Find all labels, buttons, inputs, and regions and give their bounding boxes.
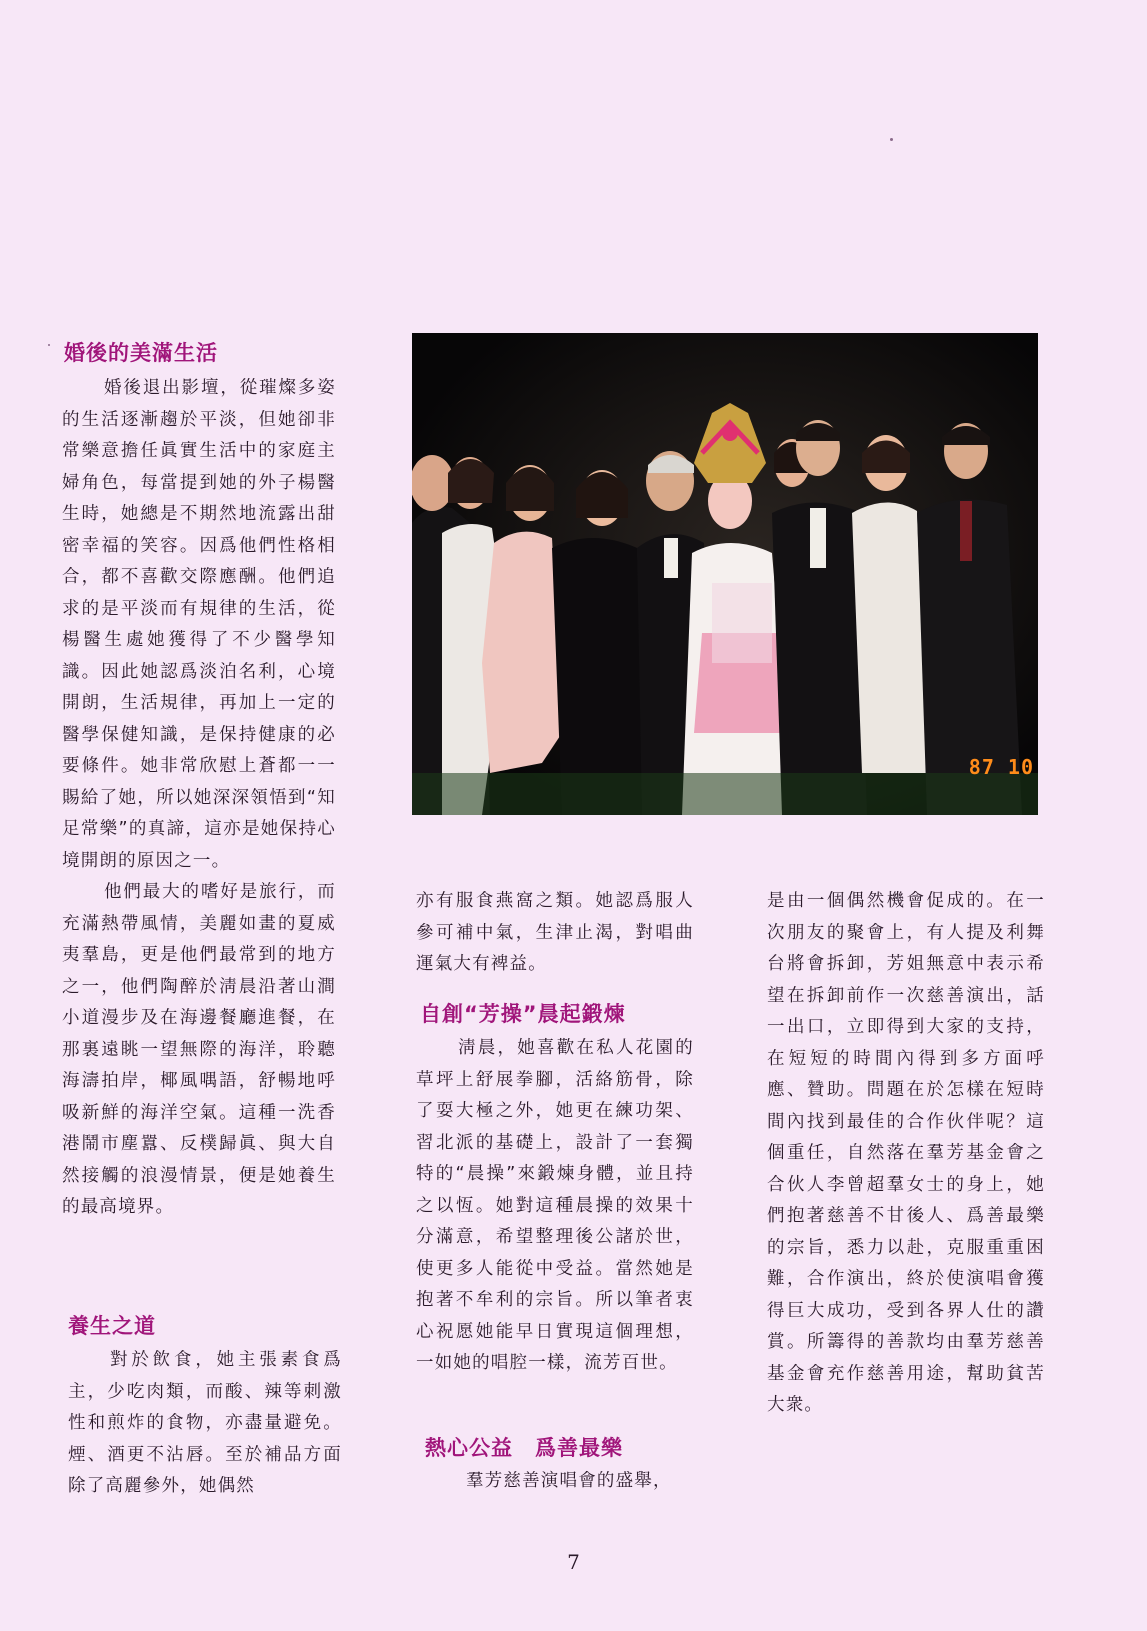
- column-1-lower: [68, 1345, 342, 1503]
- paper-speck: [890, 138, 893, 141]
- column-1: [62, 373, 336, 1224]
- page-number: 7: [567, 1550, 580, 1574]
- heading-morning-exercise: 自創“芳操”晨起鍛煉: [420, 1002, 626, 1026]
- heading-married-life: 婚後的美滿生活: [64, 341, 218, 365]
- column-2-middle: [416, 1033, 694, 1380]
- group-photo: [412, 333, 1038, 815]
- column-2-lower: [466, 1466, 706, 1498]
- paragraph-ginseng: 亦有服食燕窩之類。她認爲服人參可補中氣，生津止渴，對唱曲運氣大有裨益。: [416, 891, 694, 974]
- paragraph-married-life: 婚後退出影壇，從璀燦多姿的生活逐漸趨於平淡，但她卻非常樂意擔任眞實生活中的家庭主婦角色，每當提到她的外子楊醫生時，她總是不期然地流露出甜密幸福的笑容。因爲他們性格相合，都不喜歡交際應酬。他們追求的是平淡而有規律的生活，從楊醫生處她獲得了不少醫學知識。因此她認爲淡泊名利，心境開朗，生活規律，再加上一定的醫學保健知識，是保持健康的必要條件。她非常欣慰上蒼都一一賜給了她，所以她深深領悟到“知足常樂”的真諦，這亦是她保持心境開朗的原因之一。: [62, 378, 336, 871]
- heading-charity: 熱心公益 爲善最樂: [425, 1436, 623, 1460]
- column-2: [416, 886, 694, 981]
- paragraph-travel: 他們最大的嗜好是旅行，而充滿熱帶風情，美麗如畫的夏威夷羣島，更是他們最常到的地方之一，他們陶醉於淸晨沿著山澗小道漫步及在海邊餐廳進餐，在那裏遠眺一望無際的海洋，聆聽海濤拍岸，椰風喁語，舒暢地呼吸新鮮的海洋空氣。這種一洗香港鬧市塵囂、反樸歸眞、與大自然接觸的浪漫情景，便是她養生的最高境界。: [62, 882, 336, 1217]
- paragraph-morning-exercise: 淸晨，她喜歡在私人花園的草坪上舒展拳腳，活絡筋骨，除了耍大極之外，她更在練功架、習北派的基礎上，設計了一套獨特的“晨操”來鍛煉身體，並且持之以恆。她對這種晨操的效果十分滿意，希望整理後公諸於世，使更多人能從中受益。當然她是抱著不牟利的宗旨。所以筆者衷心祝愿她能早日實現這個理想，一如她的唱腔一樣，流芳百世。: [416, 1038, 694, 1373]
- date-stamp: 87 10: [968, 755, 1034, 779]
- group-photo-illustration: [412, 333, 1038, 815]
- column-3: [767, 886, 1045, 1422]
- paragraph-charity-start: 羣芳慈善演唱會的盛舉，: [466, 1471, 672, 1491]
- paragraph-diet: 對於飲食，她主張素食爲主，少吃肉類，而酸、辣等刺激性和煎炸的食物，亦盡量避免。煙、酒更不沾唇。至於補品方面除了高麗參外，她偶然: [68, 1350, 342, 1496]
- paper-speck: [48, 344, 50, 346]
- heading-health: 養生之道: [68, 1314, 156, 1338]
- paragraph-charity-concert: 是由一個偶然機會促成的。在一次朋友的聚會上，有人提及利舞台將會拆卸，芳姐無意中表示希望在拆卸前作一次慈善演出，話一出口，立即得到大家的支持，在短短的時間內得到多方面呼應、贊助。問題在於怎樣在短時間內找到最佳的合作伙伴呢？這個重任，自然落在羣芳基金會之合伙人李曾超羣女士的身上，她們抱著慈善不甘後人、爲善最樂的宗旨，悉力以赴，克服重重困難，合作演出，終於使演唱會獲得巨大成功，受到各界人仕的讚賞。所籌得的善款均由羣芳慈善基金會充作慈善用途，幫助貧苦大衆。: [767, 891, 1045, 1415]
